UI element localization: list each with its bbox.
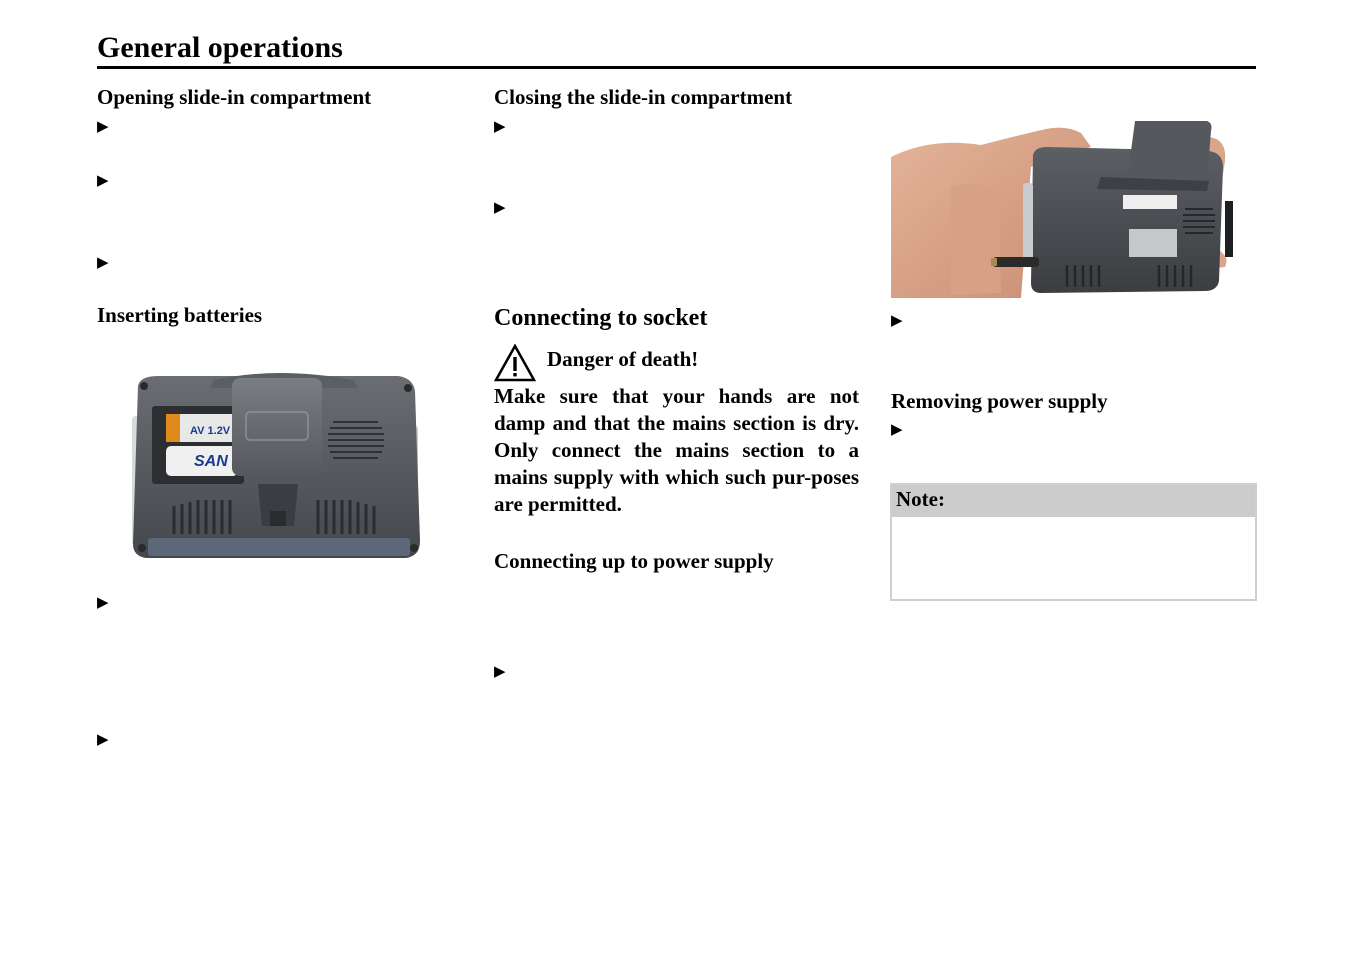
bullet-arrow-icon: ▶ xyxy=(494,664,506,680)
note-box xyxy=(890,483,1257,601)
bullet-arrow-icon: ▶ xyxy=(494,119,506,135)
bullet-arrow-icon: ▶ xyxy=(97,732,109,748)
battery-label: SAN xyxy=(194,453,228,470)
page-title: General operations xyxy=(97,30,1256,69)
connecting-power-heading: Connecting up to power supply xyxy=(494,549,774,573)
bullet-arrow-icon: ▶ xyxy=(97,173,109,189)
bullet-arrow-icon: ▶ xyxy=(891,313,903,329)
warning-triangle-icon xyxy=(494,344,536,382)
battery-label: AV 1.2V xyxy=(190,425,231,437)
connecting-socket-heading: Connecting to socket xyxy=(494,305,708,331)
power-plug-image xyxy=(891,117,1237,298)
bullet-arrow-icon: ▶ xyxy=(97,595,109,611)
note-label: Note: xyxy=(892,485,1255,517)
bullet-arrow-icon: ▶ xyxy=(97,255,109,271)
danger-label: Danger of death! xyxy=(547,347,699,371)
removing-power-heading: Removing power supply xyxy=(891,389,1108,413)
opening-compartment-heading: Opening slide-in compartment xyxy=(97,85,372,109)
closing-compartment-heading: Closing the slide-in compartment xyxy=(494,85,793,109)
bullet-arrow-icon: ▶ xyxy=(494,200,506,216)
bullet-arrow-icon: ▶ xyxy=(891,422,903,438)
device-batteries-image xyxy=(128,366,423,562)
danger-warning-text: Make sure that your hands are not damp and that the mains section is dry. Only connect the mains section to a mains supply with which such pur-poses are permitted. xyxy=(494,384,859,516)
inserting-batteries-heading: Inserting batteries xyxy=(97,303,263,327)
bullet-arrow-icon: ▶ xyxy=(97,119,109,135)
